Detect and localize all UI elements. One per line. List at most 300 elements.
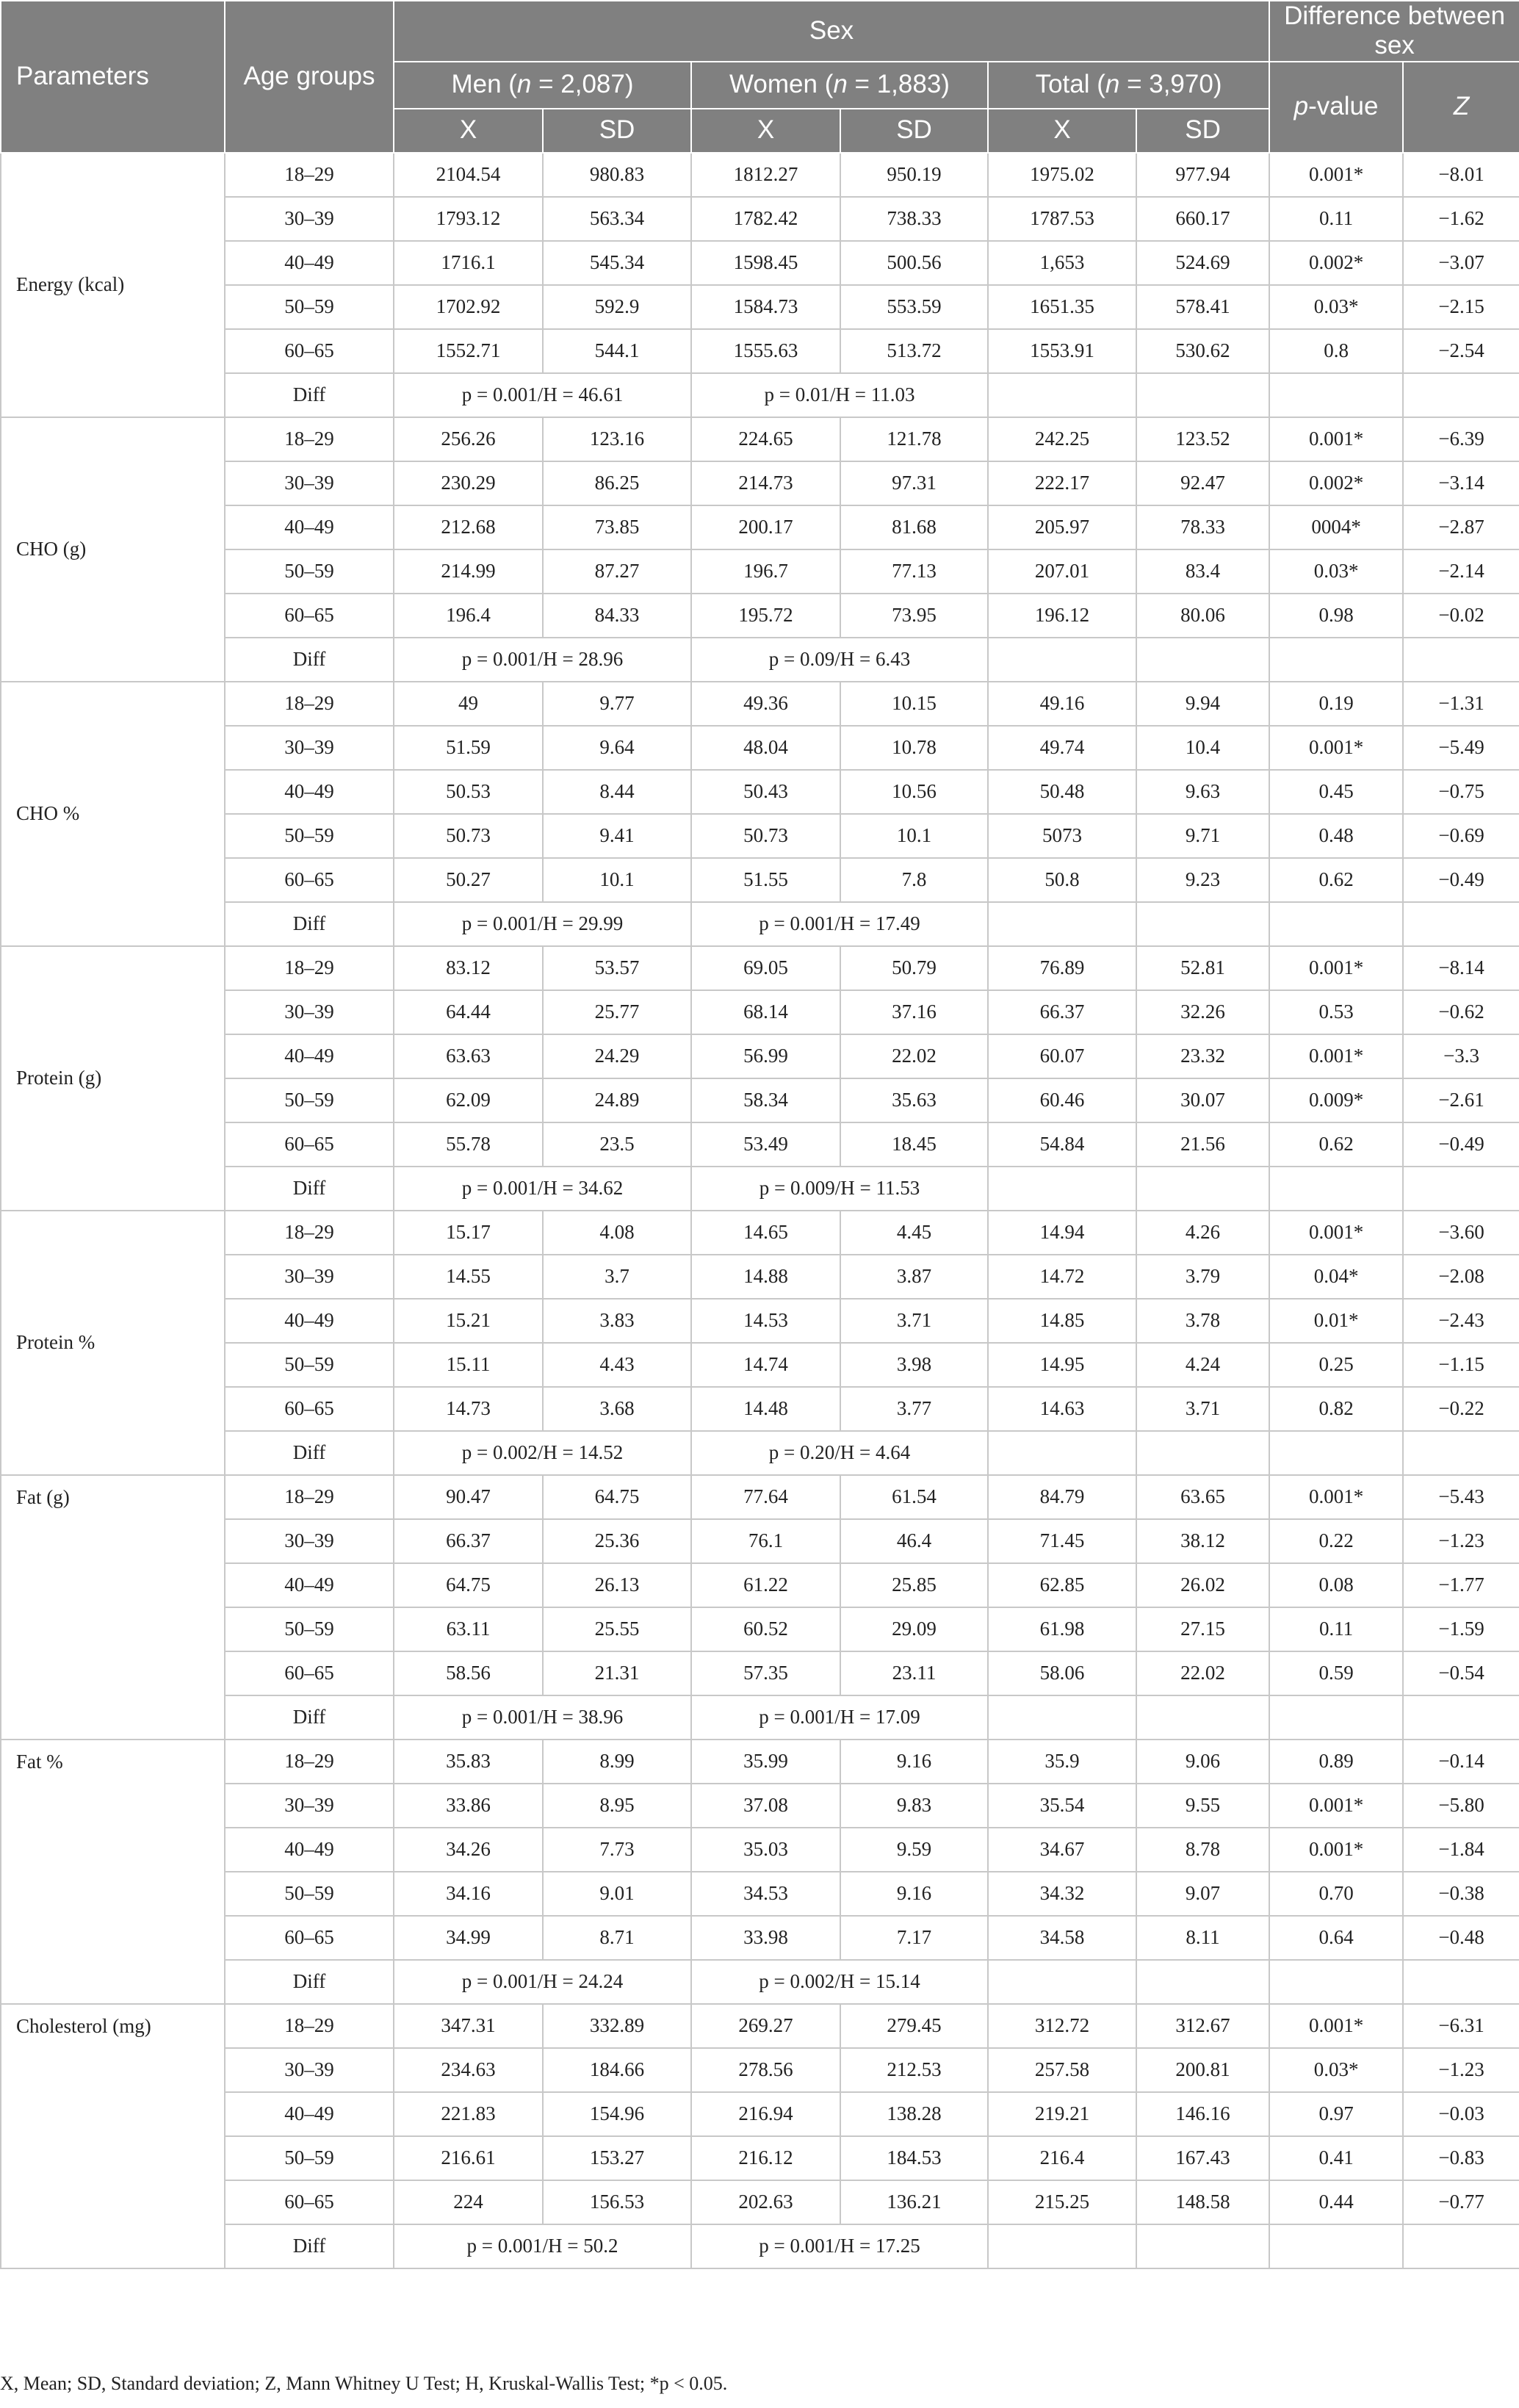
cell-men-sd: 4.43 [543,1343,691,1387]
cell-z: −0.49 [1403,858,1519,902]
cell-women-x: 33.98 [691,1916,840,1960]
cell-z: −3.07 [1403,241,1519,285]
cell-men-x: 34.16 [394,1872,543,1916]
table-row [1,1255,1519,1299]
cell-men-x: 1793.12 [394,197,543,241]
empty-cell [1269,1167,1403,1211]
cell-men-x: 55.78 [394,1122,543,1167]
empty-cell [1136,1167,1269,1211]
table-row [1,1872,1519,1916]
cell-women-sd: 73.95 [840,594,988,638]
age-group-cell: 18–29 [225,682,394,726]
cell-women-sd: 50.79 [840,946,988,990]
age-group-cell: 30–39 [225,2048,394,2092]
age-group-cell: 30–39 [225,197,394,241]
cell-z: −0.83 [1403,2136,1519,2180]
cell-total-x: 219.21 [988,2092,1136,2136]
cell-women-sd: 7.8 [840,858,988,902]
cell-men-x: 196.4 [394,594,543,638]
cell-men-x: 34.26 [394,1828,543,1872]
diff-label: Diff [225,1167,394,1211]
empty-cell [988,373,1136,417]
cell-women-sd: 35.63 [840,1078,988,1122]
cell-women-x: 58.34 [691,1078,840,1122]
cell-z: −6.31 [1403,2004,1519,2048]
cell-p: 0.48 [1269,814,1403,858]
table-row [1,2092,1519,2136]
cell-total-x: 14.94 [988,1211,1136,1255]
cell-total-sd: 52.81 [1136,946,1269,990]
diff-row [1,1960,1519,2004]
cell-p: 0.03* [1269,285,1403,329]
parameter-label: CHO % [1,682,225,946]
empty-cell [1136,638,1269,682]
age-group-cell: 60–65 [225,1122,394,1167]
diff-row [1,1167,1519,1211]
parameter-label: Energy (kcal) [1,153,225,417]
table-row [1,197,1519,241]
table-row [1,726,1519,770]
cell-z: −1.84 [1403,1828,1519,1872]
table-row [1,2180,1519,2224]
empty-cell [1403,1695,1519,1740]
cell-p: 0.98 [1269,594,1403,638]
diff-row [1,1431,1519,1475]
age-group-cell: 30–39 [225,726,394,770]
empty-cell [988,1167,1136,1211]
cell-men-x: 216.61 [394,2136,543,2180]
table-row [1,1078,1519,1122]
cell-total-sd: 977.94 [1136,153,1269,197]
cell-women-sd: 3.87 [840,1255,988,1299]
cell-total-x: 14.85 [988,1299,1136,1343]
diff-women: p = 0.20/H = 4.64 [691,1431,988,1475]
cell-men-sd: 545.34 [543,241,691,285]
age-group-cell: 30–39 [225,1255,394,1299]
cell-men-x: 83.12 [394,946,543,990]
cell-total-x: 84.79 [988,1475,1136,1519]
table-row [1,1916,1519,1960]
cell-p: 0.62 [1269,1122,1403,1167]
diff-women: p = 0.01/H = 11.03 [691,373,988,417]
cell-total-sd: 92.47 [1136,461,1269,505]
cell-men-x: 1702.92 [394,285,543,329]
cell-men-sd: 3.68 [543,1387,691,1431]
cell-women-x: 278.56 [691,2048,840,2092]
table-row [1,2048,1519,2092]
cell-women-x: 49.36 [691,682,840,726]
empty-cell [1136,2224,1269,2268]
cell-women-sd: 4.45 [840,1211,988,1255]
cell-women-x: 50.43 [691,770,840,814]
table-row [1,153,1519,197]
table-row [1,1343,1519,1387]
table-row [1,329,1519,373]
cell-women-x: 200.17 [691,505,840,549]
cell-total-sd: 9.23 [1136,858,1269,902]
cell-men-x: 15.21 [394,1299,543,1343]
table-row [1,2004,1519,2048]
cell-women-sd: 9.59 [840,1828,988,1872]
cell-total-sd: 78.33 [1136,505,1269,549]
cell-total-x: 205.97 [988,505,1136,549]
cell-total-x: 49.16 [988,682,1136,726]
cell-men-sd: 53.57 [543,946,691,990]
cell-total-sd: 9.94 [1136,682,1269,726]
cell-men-x: 234.63 [394,2048,543,2092]
cell-women-x: 50.73 [691,814,840,858]
age-group-cell: 60–65 [225,2180,394,2224]
age-group-cell: 60–65 [225,1651,394,1695]
empty-cell [1136,1960,1269,2004]
cell-p: 0.002* [1269,461,1403,505]
cell-total-sd: 9.63 [1136,770,1269,814]
cell-z: −1.59 [1403,1607,1519,1651]
table-body [1,153,1519,2268]
header-women-sd: SD [840,109,988,153]
age-group-cell: 40–49 [225,2092,394,2136]
cell-z: −0.14 [1403,1740,1519,1784]
table-row [1,1299,1519,1343]
diff-row [1,1695,1519,1740]
cell-total-sd: 200.81 [1136,2048,1269,2092]
cell-z: −3.3 [1403,1034,1519,1078]
cell-total-x: 50.8 [988,858,1136,902]
header-sex: Sex [394,1,1269,62]
age-group-cell: 40–49 [225,1034,394,1078]
cell-women-x: 57.35 [691,1651,840,1695]
cell-z: −1.23 [1403,1519,1519,1563]
table-row [1,1651,1519,1695]
diff-men: p = 0.002/H = 14.52 [394,1431,691,1475]
cell-men-sd: 84.33 [543,594,691,638]
diff-label: Diff [225,2224,394,2268]
cell-z: −3.14 [1403,461,1519,505]
table-row [1,461,1519,505]
cell-total-sd: 4.24 [1136,1343,1269,1387]
header-total-x: X [988,109,1136,153]
cell-total-sd: 9.07 [1136,1872,1269,1916]
empty-cell [1403,1960,1519,2004]
cell-women-sd: 3.77 [840,1387,988,1431]
parameter-label: Protein (g) [1,946,225,1211]
cell-women-x: 14.88 [691,1255,840,1299]
cell-women-sd: 500.56 [840,241,988,285]
cell-women-x: 53.49 [691,1122,840,1167]
age-group-cell: 18–29 [225,1211,394,1255]
header-women: Women (n = 1,883) [691,62,988,109]
table-row [1,505,1519,549]
cell-z: −2.14 [1403,549,1519,594]
table-row [1,417,1519,461]
header-z: Z [1403,62,1519,153]
cell-men-sd: 26.13 [543,1563,691,1607]
cell-men-sd: 3.83 [543,1299,691,1343]
diff-label: Diff [225,1431,394,1475]
cell-p: 0.62 [1269,858,1403,902]
cell-p: 0.001* [1269,417,1403,461]
empty-cell [1269,1431,1403,1475]
cell-women-x: 195.72 [691,594,840,638]
cell-z: −0.75 [1403,770,1519,814]
cell-men-sd: 24.29 [543,1034,691,1078]
cell-total-x: 34.58 [988,1916,1136,1960]
header-women-x: X [691,109,840,153]
diff-men: p = 0.001/H = 46.61 [394,373,691,417]
cell-total-sd: 21.56 [1136,1122,1269,1167]
empty-cell [1136,1695,1269,1740]
cell-total-x: 58.06 [988,1651,1136,1695]
cell-men-x: 58.56 [394,1651,543,1695]
cell-p: 0.41 [1269,2136,1403,2180]
cell-men-sd: 156.53 [543,2180,691,2224]
cell-total-x: 196.12 [988,594,1136,638]
header-men-x: X [394,109,543,153]
cell-men-x: 35.83 [394,1740,543,1784]
cell-men-x: 221.83 [394,2092,543,2136]
age-group-cell: 60–65 [225,858,394,902]
cell-women-sd: 29.09 [840,1607,988,1651]
cell-total-sd: 3.71 [1136,1387,1269,1431]
empty-cell [1136,373,1269,417]
cell-women-x: 35.99 [691,1740,840,1784]
header-total: Total (n = 3,970) [988,62,1269,109]
cell-total-x: 66.37 [988,990,1136,1034]
cell-men-sd: 153.27 [543,2136,691,2180]
cell-women-sd: 77.13 [840,549,988,594]
cell-total-x: 222.17 [988,461,1136,505]
empty-cell [988,2224,1136,2268]
table-row [1,285,1519,329]
cell-total-x: 1,653 [988,241,1136,285]
cell-women-sd: 7.17 [840,1916,988,1960]
cell-men-x: 62.09 [394,1078,543,1122]
cell-men-sd: 8.71 [543,1916,691,1960]
cell-z: −1.15 [1403,1343,1519,1387]
age-group-cell: 30–39 [225,1784,394,1828]
cell-men-sd: 64.75 [543,1475,691,1519]
diff-women: p = 0.001/H = 17.25 [691,2224,988,2268]
cell-men-sd: 9.77 [543,682,691,726]
cell-p: 0.001* [1269,946,1403,990]
cell-p: 0.64 [1269,1916,1403,1960]
cell-men-x: 347.31 [394,2004,543,2048]
empty-cell [1403,902,1519,946]
cell-total-x: 257.58 [988,2048,1136,2092]
cell-men-sd: 87.27 [543,549,691,594]
cell-women-x: 1812.27 [691,153,840,197]
cell-p: 0.11 [1269,197,1403,241]
age-group-cell: 50–59 [225,1872,394,1916]
empty-cell [1269,373,1403,417]
empty-cell [1269,1695,1403,1740]
parameter-label: CHO (g) [1,417,225,682]
cell-women-sd: 121.78 [840,417,988,461]
cell-men-x: 50.27 [394,858,543,902]
cell-p: 0.03* [1269,2048,1403,2092]
age-group-cell: 50–59 [225,1343,394,1387]
empty-cell [1403,638,1519,682]
table-row [1,1740,1519,1784]
header-men: Men (n = 2,087) [394,62,691,109]
table-row [1,549,1519,594]
cell-men-x: 49 [394,682,543,726]
cell-total-sd: 10.4 [1136,726,1269,770]
cell-men-x: 214.99 [394,549,543,594]
cell-women-sd: 10.15 [840,682,988,726]
cell-total-x: 207.01 [988,549,1136,594]
table-row [1,241,1519,285]
cell-p: 0.001* [1269,1034,1403,1078]
cell-p: 0.70 [1269,1872,1403,1916]
age-group-cell: 40–49 [225,505,394,549]
empty-cell [1403,1167,1519,1211]
cell-women-x: 214.73 [691,461,840,505]
cell-p: 0.001* [1269,1784,1403,1828]
cell-total-x: 242.25 [988,417,1136,461]
cell-z: −8.01 [1403,153,1519,197]
cell-total-x: 62.85 [988,1563,1136,1607]
cell-women-x: 34.53 [691,1872,840,1916]
table-row [1,770,1519,814]
cell-z: −5.43 [1403,1475,1519,1519]
cell-women-x: 14.48 [691,1387,840,1431]
cell-men-sd: 7.73 [543,1828,691,1872]
age-group-cell: 30–39 [225,990,394,1034]
cell-total-x: 14.63 [988,1387,1136,1431]
cell-men-x: 224 [394,2180,543,2224]
age-group-cell: 60–65 [225,1916,394,1960]
cell-men-sd: 3.7 [543,1255,691,1299]
cell-men-sd: 980.83 [543,153,691,197]
cell-p: 0.11 [1269,1607,1403,1651]
cell-men-x: 66.37 [394,1519,543,1563]
cell-women-x: 269.27 [691,2004,840,2048]
cell-p: 0.19 [1269,682,1403,726]
cell-women-sd: 37.16 [840,990,988,1034]
cell-men-x: 90.47 [394,1475,543,1519]
cell-p: 0.001* [1269,726,1403,770]
cell-total-x: 14.72 [988,1255,1136,1299]
diff-men: p = 0.001/H = 24.24 [394,1960,691,2004]
cell-women-x: 61.22 [691,1563,840,1607]
cell-z: −5.49 [1403,726,1519,770]
cell-total-sd: 530.62 [1136,329,1269,373]
cell-p: 0.009* [1269,1078,1403,1122]
cell-women-sd: 61.54 [840,1475,988,1519]
diff-row [1,902,1519,946]
cell-men-sd: 154.96 [543,2092,691,2136]
table-row [1,2136,1519,2180]
cell-women-sd: 23.11 [840,1651,988,1695]
cell-men-sd: 4.08 [543,1211,691,1255]
cell-total-sd: 123.52 [1136,417,1269,461]
cell-men-sd: 25.77 [543,990,691,1034]
cell-men-sd: 10.1 [543,858,691,902]
cell-p: 0.25 [1269,1343,1403,1387]
cell-total-sd: 63.65 [1136,1475,1269,1519]
cell-women-sd: 9.16 [840,1740,988,1784]
cell-total-x: 1553.91 [988,329,1136,373]
cell-women-sd: 10.56 [840,770,988,814]
diff-men: p = 0.001/H = 38.96 [394,1695,691,1740]
cell-women-x: 14.53 [691,1299,840,1343]
cell-women-x: 68.14 [691,990,840,1034]
table-row [1,814,1519,858]
cell-men-x: 230.29 [394,461,543,505]
cell-women-x: 14.65 [691,1211,840,1255]
cell-total-sd: 32.26 [1136,990,1269,1034]
cell-women-sd: 22.02 [840,1034,988,1078]
cell-women-sd: 46.4 [840,1519,988,1563]
table-row [1,990,1519,1034]
cell-total-x: 76.89 [988,946,1136,990]
cell-women-x: 76.1 [691,1519,840,1563]
age-group-cell: 50–59 [225,2136,394,2180]
cell-p: 0.44 [1269,2180,1403,2224]
cell-men-x: 1552.71 [394,329,543,373]
cell-women-sd: 25.85 [840,1563,988,1607]
age-group-cell: 18–29 [225,1475,394,1519]
cell-men-sd: 544.1 [543,329,691,373]
table-row [1,858,1519,902]
cell-men-sd: 73.85 [543,505,691,549]
diff-men: p = 0.001/H = 28.96 [394,638,691,682]
cell-p: 0.82 [1269,1387,1403,1431]
cell-men-sd: 86.25 [543,461,691,505]
age-group-cell: 60–65 [225,329,394,373]
age-group-cell: 40–49 [225,241,394,285]
empty-cell [988,638,1136,682]
empty-cell [1136,902,1269,946]
cell-men-x: 64.75 [394,1563,543,1607]
header-men-sd: SD [543,109,691,153]
cell-total-x: 35.9 [988,1740,1136,1784]
cell-total-sd: 524.69 [1136,241,1269,285]
age-group-cell: 40–49 [225,1299,394,1343]
cell-women-sd: 97.31 [840,461,988,505]
cell-men-x: 256.26 [394,417,543,461]
cell-total-sd: 38.12 [1136,1519,1269,1563]
cell-z: −2.87 [1403,505,1519,549]
cell-p: 0.002* [1269,241,1403,285]
cell-total-sd: 146.16 [1136,2092,1269,2136]
cell-total-x: 49.74 [988,726,1136,770]
cell-men-x: 2104.54 [394,153,543,197]
table-row [1,1519,1519,1563]
age-group-cell: 60–65 [225,594,394,638]
cell-p: 0.04* [1269,1255,1403,1299]
empty-cell [1136,1431,1269,1475]
cell-z: −3.60 [1403,1211,1519,1255]
cell-p: 0.001* [1269,1475,1403,1519]
age-group-cell: 60–65 [225,1387,394,1431]
cell-total-sd: 8.11 [1136,1916,1269,1960]
age-group-cell: 50–59 [225,1078,394,1122]
table-row [1,1034,1519,1078]
age-group-cell: 18–29 [225,2004,394,2048]
cell-men-x: 51.59 [394,726,543,770]
table-row [1,1563,1519,1607]
cell-women-x: 37.08 [691,1784,840,1828]
cell-total-sd: 8.78 [1136,1828,1269,1872]
header-age-groups: Age groups [225,1,394,153]
table-row [1,594,1519,638]
table-row [1,1387,1519,1431]
age-group-cell: 50–59 [225,285,394,329]
cell-women-sd: 9.83 [840,1784,988,1828]
cell-men-sd: 563.34 [543,197,691,241]
